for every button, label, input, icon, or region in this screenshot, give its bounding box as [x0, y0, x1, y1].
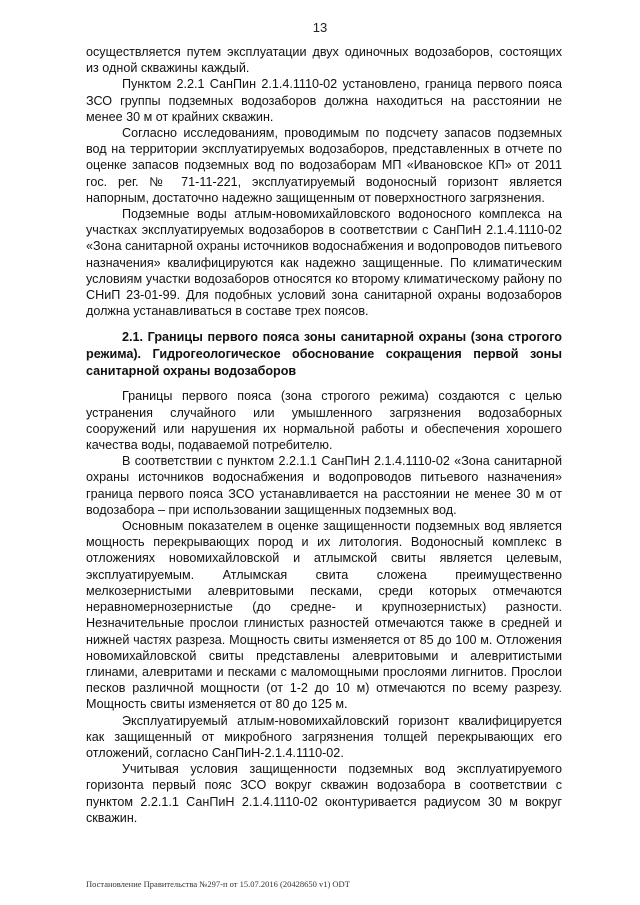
document-body	[86, 44, 562, 826]
paragraph-first-belt-purpose: Границы первого пояса (зона строгого режима) создаются с целью устранения случайного или умышленного загрязнения водозаборных сооружений или нарушения их нормальной работы и обеспечения хорошего качества воды, подаваемой потребителю.	[86, 389, 562, 453]
paragraph-sanpin-2-2-1: Пунктом 2.2.1 СанПин 2.1.4.1110-02 установлено, граница первого пояса ЗСО группы подземных водозаборов должна находиться на расстоянии не менее 30 м от крайних скважин.	[86, 77, 562, 124]
paragraph-sanpin-2-2-1-1: В соответствии с пунктом 2.2.1.1 СанПиН 2.1.4.1110-02 «Зона санитарной охраны источников водоснабжения и водопроводов питьевого назначения» граница первого пояса ЗСО устанавливается на расстоянии не менее 30 м от водозабора – при использовании защищенных подземных вод.	[86, 454, 562, 517]
paragraph-continued: осуществляется путем эксплуатации двух одиночных водозаборов, состоящих из одной скважины каждый.	[86, 45, 562, 76]
paragraph-groundwater-protection: Подземные воды атлым-новомихайловского водоносного комплекса на участках эксплуатируемых водозаборов в соответствии с СанПиН 2.1.4.1110-02 «Зона санитарной охраны источников водоснабжения и водопроводов питьевого назначения» квалифицируются как надежно защищенные. По климатическим условиям участки водозаборов относятся ко второму климатическому району по СНиП 23-01-99. Для подобных условий зона санитарной охраны водозаборов должна устанавливаться в составе трех поясов.	[86, 207, 562, 319]
paragraph-horizon-protected: Эксплуатируемый атлым-новомихайловский горизонт квалифицируется как защищенный от микробного загрязнения толщей перекрывающих его отложений, согласно СанПиН-2.1.4.1110-02.	[86, 713, 562, 760]
paragraph-lithology: Основным показателем в оценке защищенности подземных вод является мощность перекрывающих пород и их литология. Водоносный комплекс в отложениях новомихайловской и атлымской свиты является целевым, эксплуатируемым. Атлымская свита сложена преимущественно мелкозернистыми алевритовыми песками, среди которых отмечаются неравномернозернистые (до средне- и крупнозернистых) разности. Незначительные прослои глинистых разностей отмечаются также в средней и нижней частях разреза. Мощность свиты изменяется от 85 до 100 м. Отложения новомихайловской свиты представлены алевритовыми и алевритистыми глинами, алевритами и песками с маломощными прослоями лигнитов. Прослои песков различной мощности (от 1-2 до 10 м) отмечаются по всему разрезу. Мощность свиты изменяется от 80 до 125 м.	[86, 519, 562, 712]
page-number: 13	[312, 20, 328, 35]
section-heading-2-1: 2.1. Границы первого пояса зоны санитарной охраны (зона строгого режима). Гидрогеологическое обоснование сокращения первой зоны санитарной охраны водозаборов	[86, 330, 562, 379]
document-footer: Постановление Правительства №297-п от 15.07.2016 (20428650 v1) ODT	[86, 879, 350, 889]
paragraph-research: Согласно исследованиям, проводимым по подсчету запасов подземных вод на территории эксплуатируемых водозаборов, представленных в отчете по оценке запасов подземных вод по водозаборам МП «Ивановское КП» от 2011 гос. рег. № 71-11-221, эксплуатируемый водоносный горизонт является напорным, достаточно надежно защищенным от поверхностного загрязнения.	[86, 126, 562, 205]
paragraph-conclusion: Учитывая условия защищенности подземных вод эксплуатируемого горизонта первый пояс ЗСО вокруг скважин водозабора в соответствии с пунктом 2.2.1.1 СанПиН 2.1.4.1110-02 оконтуривается радиусом 30 м вокруг скважин.	[86, 762, 562, 825]
